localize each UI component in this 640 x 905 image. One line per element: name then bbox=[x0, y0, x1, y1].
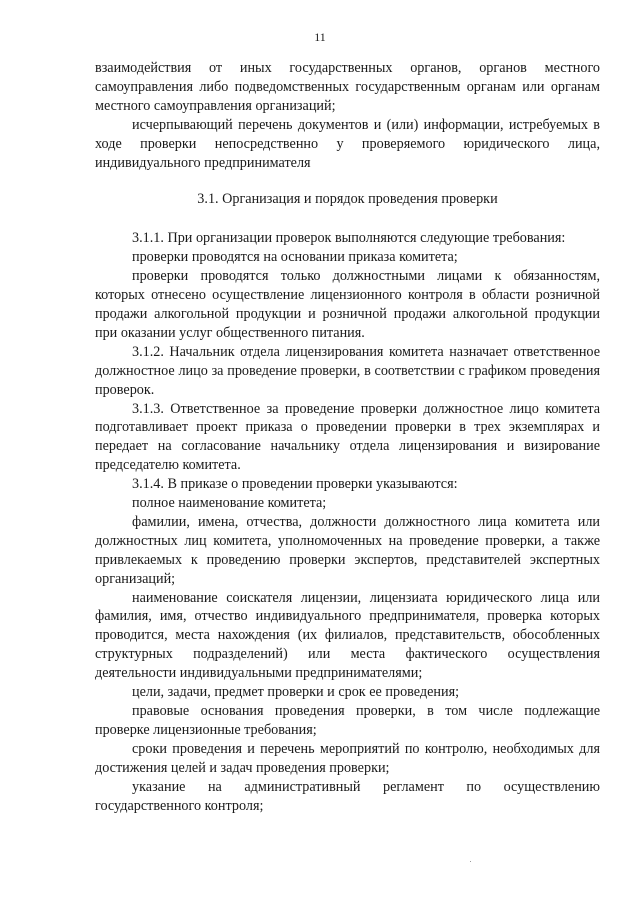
paragraph: проверки проводятся только должностными лицами к обязанностям, которых отнесено осуществление лицензионного контроля в области розничной продажи алкогольной продукции и розничной продажи алкогольной продукции при оказании услуг общественного питания. bbox=[95, 268, 600, 341]
paragraph: 3.1.2. Начальник отдела лицензирования комитета назначает ответственное должностное лицо за проведение проверки, в соответствии с графиком проведения проверок. bbox=[95, 343, 600, 398]
paragraph: исчерпывающий перечень документов и (или) информации, истребуемых в ходе проверки непосредственно у проверяемого юридического лица, индивидуального предпринимателя bbox=[95, 116, 600, 171]
paragraph: указание на административный регламент по осуществлению государственного контроля; bbox=[95, 778, 600, 814]
document-body bbox=[95, 59, 600, 815]
page-number: 11 bbox=[314, 30, 326, 44]
paragraph: 3.1.4. В приказе о проведении проверки указываются: bbox=[132, 476, 458, 493]
paragraph: 3.1.1. При организации проверок выполняются следующие требования: bbox=[132, 230, 566, 247]
paragraph: фамилии, имена, отчества, должности должностного лица комитета или должностных лиц комитета, уполномоченных на проведение проверки, а также привлекаемых к проведению проверки экспертов, представителей экспертных организаций; bbox=[95, 513, 600, 587]
section-heading: 3.1. Организация и порядок проведения проверки bbox=[197, 191, 498, 208]
paragraph: правовые основания проведения проверки, в том числе подлежащие проверке лицензионные требования; bbox=[95, 703, 600, 738]
paragraph: 3.1.3. Ответственное за проведение проверки должностное лицо комитета подготавливает проект приказа о проведении проверки в трех экземплярах и передает на согласование начальнику отдела лицензирования и визирование председателю комитета. bbox=[95, 400, 600, 474]
paragraph: цели, задачи, предмет проверки и срок ее проведения; bbox=[132, 684, 460, 701]
scan-speck bbox=[470, 861, 471, 862]
paragraph: полное наименование комитета; bbox=[132, 495, 327, 512]
paragraph: сроки проведения и перечень мероприятий по контролю, необходимых для достижения целей и задач проведения проверки; bbox=[95, 740, 600, 776]
paragraph: наименование соискателя лицензии, лицензиата юридического лица или фамилия, имя, отчество индивидуального предпринимателя, проверка которых проводится, места нахождения (их филиалов, представительств, обособленных структурных подразделений) или места фактического осуществления деятельности индивидуальными предпринимателями; bbox=[95, 589, 600, 682]
paragraph: проверки проводятся на основании приказа комитета; bbox=[132, 249, 458, 266]
paragraph: взаимодействия от иных государственных органов, органов местного самоуправления либо подведомственных государственным органам или органам местного самоуправления организаций; bbox=[95, 60, 600, 114]
